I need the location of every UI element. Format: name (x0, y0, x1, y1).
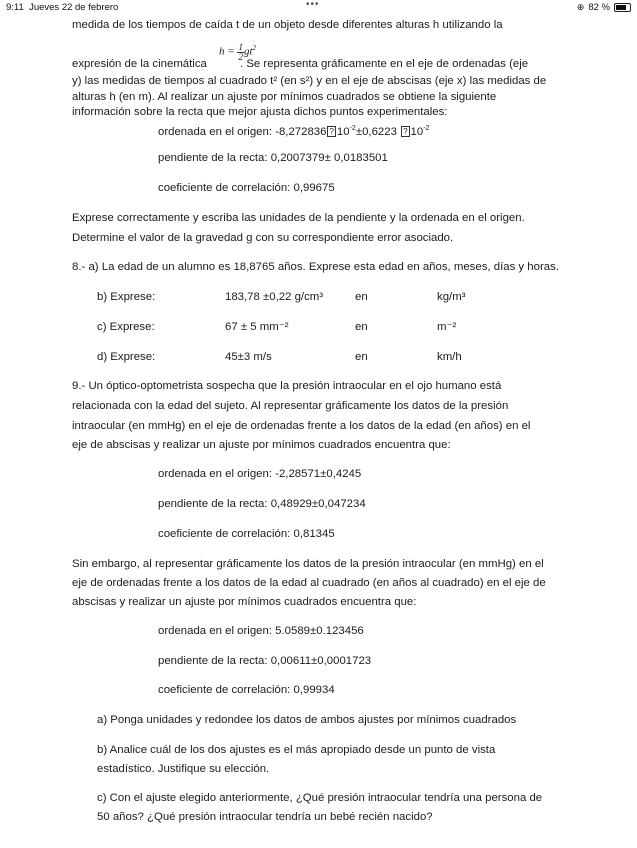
fit2-coef: coeficiente de correlación: 0,81345 (158, 528, 335, 540)
status-bar (0, 0, 637, 16)
battery-icon (614, 3, 631, 12)
multitask-dots-icon[interactable]: ••• (306, 0, 320, 10)
fit1-coef: coeficiente de correlación: 0,99675 (158, 182, 335, 194)
fit1-pendiente: pendiente de la recta: 0,2007379± 0,0183501 (158, 152, 388, 164)
battery-percent: 82 % (588, 2, 610, 13)
intro-line-4: alturas h (en m). Al realizar un ajuste por mínimos cuadrados se obtiene la siguiente (72, 91, 497, 103)
fit2-ordenada: ordenada en el origen: -2,28571±0,4245 (158, 468, 362, 480)
q9-line-7: abscisas y realizar un ajuste por mínimos cuadrados encuentra que: (72, 596, 417, 608)
fit1-ordenada-error: ±0,6223 (355, 125, 397, 138)
q9-line-6: eje de ordenadas frente a los datos de la edad al cuadrado (en años al cuadrado) en el eje de (72, 577, 546, 589)
q9-line-3: intraocular (en mmHg) en el eje de ordenadas frente a los datos de la edad (en años) en el (72, 420, 531, 432)
formula-lhs: h = (219, 45, 235, 58)
q8-row-label: d) Exprese: (97, 351, 156, 363)
formula-numerator: 1 (238, 41, 243, 52)
q9-item-c-1: c) Con el ajuste elegido anteriormente, ¿Qué presión intraocular tendría una persona de (97, 792, 543, 804)
q8-row-label: b) Exprese: (97, 291, 156, 303)
clock: 9:11 (6, 2, 24, 13)
q8-row-unit: km/h (437, 351, 462, 363)
intro-line-5: información sobre la recta que mejor ajusta dichos puntos experimentales: (72, 106, 448, 118)
fit2-pendiente: pendiente de la recta: 0,48929±0,047234 (158, 498, 366, 510)
q8-row-en: en (355, 291, 368, 303)
q8-row-en: en (355, 351, 368, 363)
intro-line-1: medida de los tiempos de caída t de un objeto desde diferentes alturas h utilizando la (72, 19, 503, 31)
q8-row-value: 183,78 ±0,22 g/cm³ (225, 291, 324, 303)
intro-line-2 (72, 56, 207, 73)
q9-item-a: a) Ponga unidades y redondee los datos de ambos ajustes por mínimos cuadrados (97, 714, 517, 726)
formula-exponent: 2 (252, 44, 256, 52)
fit1-ordenada (158, 120, 429, 141)
missing-glyph-icon: ? (329, 126, 334, 136)
q9-line-4: eje de abscisas y realizar un ajuste por mínimos cuadrados encuentra que: (72, 439, 451, 451)
q9-line-1: 9.- Un óptico-optometrista sospecha que la presión intraocular en el ojo humano está (72, 380, 502, 392)
q9-item-c-2: 50 años? ¿Qué presión intraocular tendría un bebé recién nacido? (97, 811, 433, 823)
fit1-ordenada-exp: -2 (349, 125, 356, 132)
task1-line-1: Exprese correctamente y escriba las unidades de la pendiente y la ordenada en el origen. (72, 212, 525, 224)
formula-rhs: gt (243, 45, 253, 58)
intro-expr-suffix: . Se representa gráficamente en el eje de ordenadas (eje (240, 58, 529, 70)
q8-row-label: c) Exprese: (97, 321, 155, 333)
q8-row-value: 67 ± 5 mm⁻² (225, 321, 289, 333)
missing-glyph-icon: ? (403, 126, 408, 136)
intro-line-3: y) las medidas de tiempos al cuadrado t² (en s²) y en el eje de abscisas (eje x) las medidas de (72, 75, 547, 87)
date: Jueves 22 de febrero (29, 2, 119, 13)
q9-line-2: relacionada con la edad del sujeto. Al representar gráficamente los datos de la presión (72, 400, 509, 412)
q8-heading: 8.- a) La edad de un alumno es 18,8765 años. Exprese esta edad en años, meses, días y horas. (72, 261, 559, 273)
task1-line-2: Determine el valor de la gravedad g con su correspondiente error asociado. (72, 232, 454, 244)
formula-denominator: 2 (238, 51, 243, 62)
intro-expr-prefix: expresión de la cinemática (72, 58, 207, 70)
q9-line-5: Sin embargo, al representar gráficamente los datos de la presión intraocular (en mmHg) en el (72, 558, 544, 570)
fit3-pendiente: pendiente de la recta: 0,00611±0,0001723 (158, 655, 372, 667)
q8-row-en: en (355, 321, 368, 333)
status-indicators (577, 2, 631, 13)
fit1-ordenada-value: ordenada en el origen: -8,272836 (158, 125, 327, 138)
wifi-icon: ⊕ (576, 2, 585, 12)
fit1-error-exp: -2 (423, 125, 430, 132)
status-time-date (6, 2, 118, 13)
fit1-ordenada-power: 10 (336, 125, 350, 138)
q8-row-unit: m⁻² (437, 321, 457, 333)
q9-item-b-2: estadístico. Justifique su elección. (97, 763, 270, 775)
fit3-coef: coeficiente de correlación: 0,99934 (158, 684, 335, 696)
fit1-error-power: 10 (410, 125, 424, 138)
fit3-ordenada: ordenada en el origen: 5.0589±0.123456 (158, 625, 364, 637)
q8-row-unit: kg/m³ (437, 291, 466, 303)
q9-item-b-1: b) Analice cuál de los dos ajustes es el más apropiado desde un punto de vista (97, 744, 496, 756)
q8-row-value: 45±3 m/s (225, 351, 272, 363)
